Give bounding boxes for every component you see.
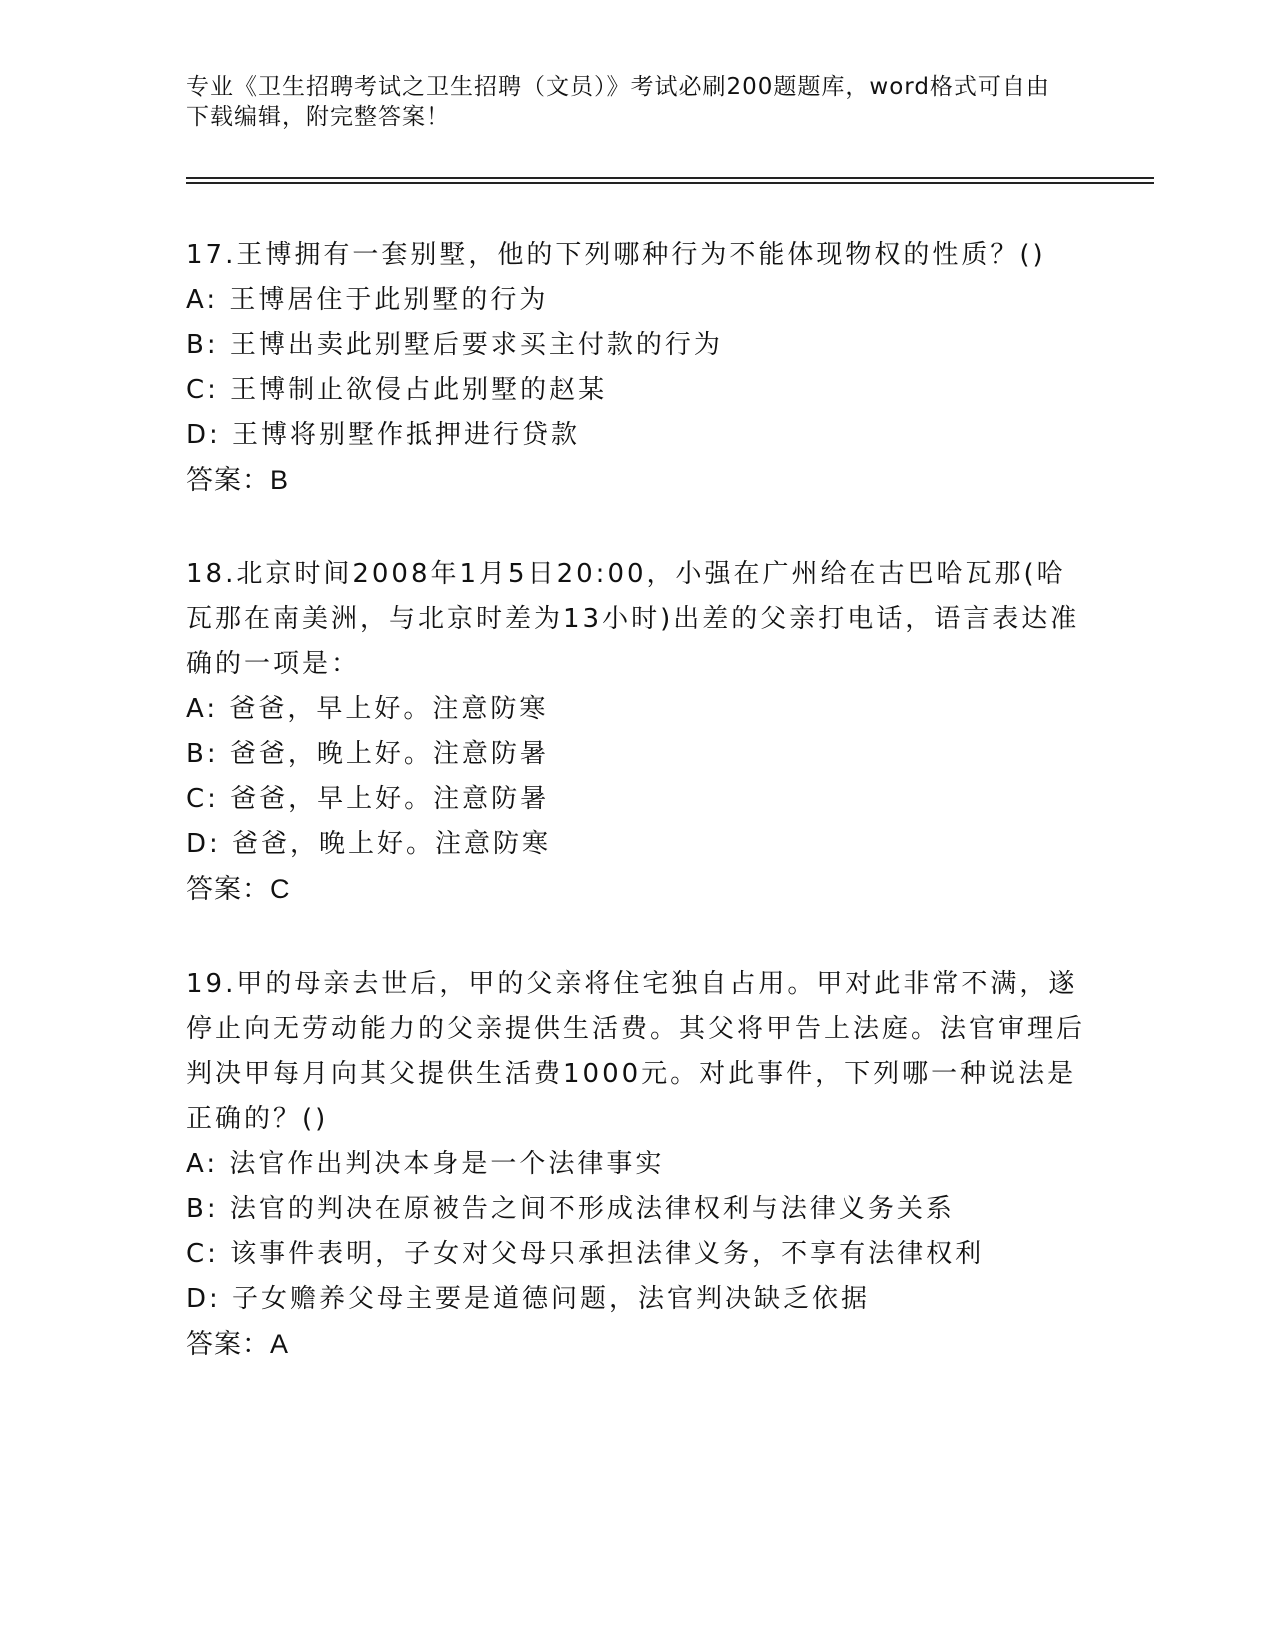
header-divider-top — [186, 177, 1154, 179]
option-d: D: 爸爸，晚上好。注意防寒 — [186, 829, 552, 859]
question-stem: 19.甲的母亲去世后，甲的父亲将住宅独自占用。甲对此非常不满，遂停止向无劳动能力的父亲提供生活费。其父将甲告上法庭。法官审理后判决甲每月向其父提供生活费1000元。对此事件，下列哪一种说法是正确的？() — [186, 969, 1086, 1134]
option-d: D: 子女赡养父母主要是道德问题，法官判决缺乏依据 — [186, 1284, 871, 1314]
option-b: B: 爸爸，晚上好。注意防暑 — [186, 739, 549, 769]
question-17 — [186, 233, 1086, 503]
option-c: C: 爸爸，早上好。注意防暑 — [186, 784, 550, 814]
answer: 答案：A — [186, 1329, 290, 1359]
header-divider-bottom — [186, 182, 1154, 184]
option-c: C: 王博制止欲侵占此别墅的赵某 — [186, 375, 608, 405]
answer: 答案：C — [186, 874, 291, 904]
question-18 — [186, 552, 1086, 912]
question-stem: 18.北京时间2008年1月5日20:00，小强在广州给在古巴哈瓦那(哈瓦那在南美洲，与北京时差为13小时)出差的父亲打电话，语言表达准确的一项是： — [186, 559, 1080, 679]
question-19 — [186, 962, 1086, 1367]
option-c: C: 该事件表明，子女对父母只承担法律义务，不享有法律权利 — [186, 1239, 985, 1269]
answer: 答案：B — [186, 465, 290, 495]
option-a: A: 法官作出判决本身是一个法律事实 — [186, 1149, 665, 1179]
question-stem: 17.王博拥有一套别墅，他的下列哪种行为不能体现物权的性质？() — [186, 240, 1046, 270]
document-header: 专业《卫生招聘考试之卫生招聘（文员）》考试必刷200题题库，word格式可自由下载编辑，附完整答案！ — [186, 74, 1050, 130]
option-b: B: 王博出卖此别墅后要求买主付款的行为 — [186, 330, 723, 360]
option-d: D: 王博将别墅作抵押进行贷款 — [186, 420, 581, 450]
option-a: A: 王博居住于此别墅的行为 — [186, 285, 549, 315]
option-b: B: 法官的判决在原被告之间不形成法律权利与法律义务关系 — [186, 1194, 955, 1224]
option-a: A: 爸爸，早上好。注意防寒 — [186, 694, 549, 724]
